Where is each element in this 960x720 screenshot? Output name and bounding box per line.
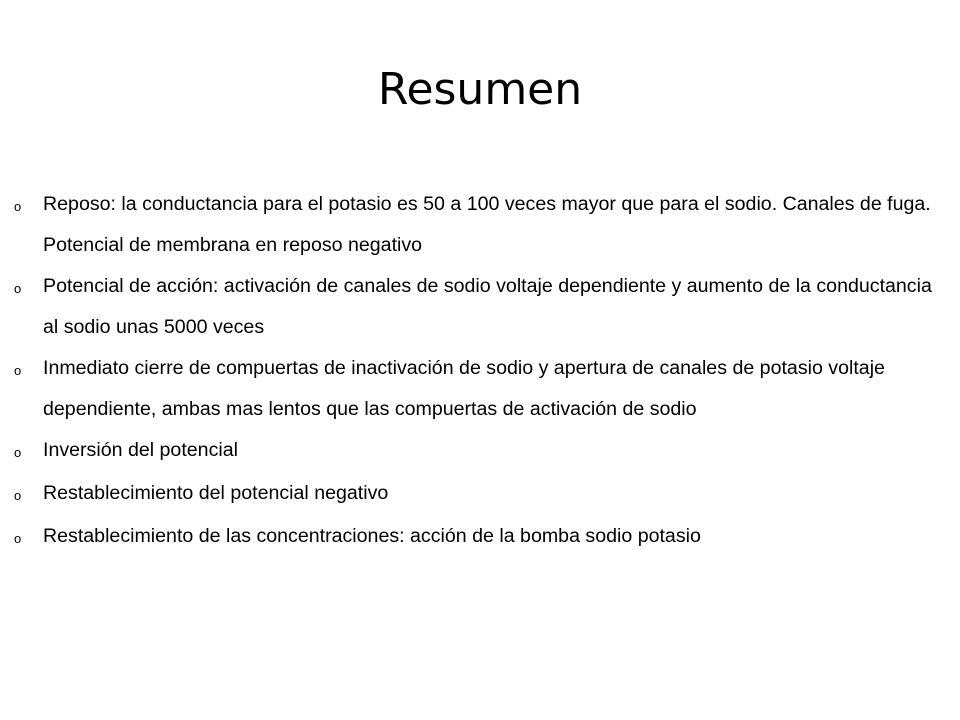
bullet-item xyxy=(14,430,944,473)
bullet-text: Restablecimiento de las concentraciones: acción de la bomba sodio potasio xyxy=(43,525,701,547)
bullet-item xyxy=(14,266,944,348)
bullet-marker-icon: o xyxy=(14,445,22,460)
slide-title: Resumen xyxy=(377,64,583,115)
bullet-marker-icon: o xyxy=(14,281,22,296)
bullet-marker-icon: o xyxy=(14,363,22,378)
bullet-item xyxy=(14,473,944,516)
bullet-text: Restablecimiento del potencial negativo xyxy=(43,482,389,504)
bullet-text: Potencial de acción: activación de canales de sodio voltaje dependiente y aumento de la conductancia al sodio unas 5000 veces xyxy=(43,275,932,338)
bullet-text: Inversión del potencial xyxy=(43,439,238,461)
bullet-marker-icon: o xyxy=(14,488,22,503)
bullet-list xyxy=(14,184,944,559)
bullet-text: Inmediato cierre de compuertas de inactivación de sodio y apertura de canales de potasio voltaje dependiente, ambas mas lentos que las compuertas de activación de sodio xyxy=(43,357,885,420)
bullet-text: Reposo: la conductancia para el potasio es 50 a 100 veces mayor que para el sodio. Canales de fuga. Potencial de membrana en reposo negativo xyxy=(43,193,931,256)
bullet-item xyxy=(14,516,944,559)
bullet-marker-icon: o xyxy=(14,531,22,546)
bullet-item xyxy=(14,184,944,266)
bullet-item xyxy=(14,348,944,430)
bullet-marker-icon: o xyxy=(14,199,22,214)
